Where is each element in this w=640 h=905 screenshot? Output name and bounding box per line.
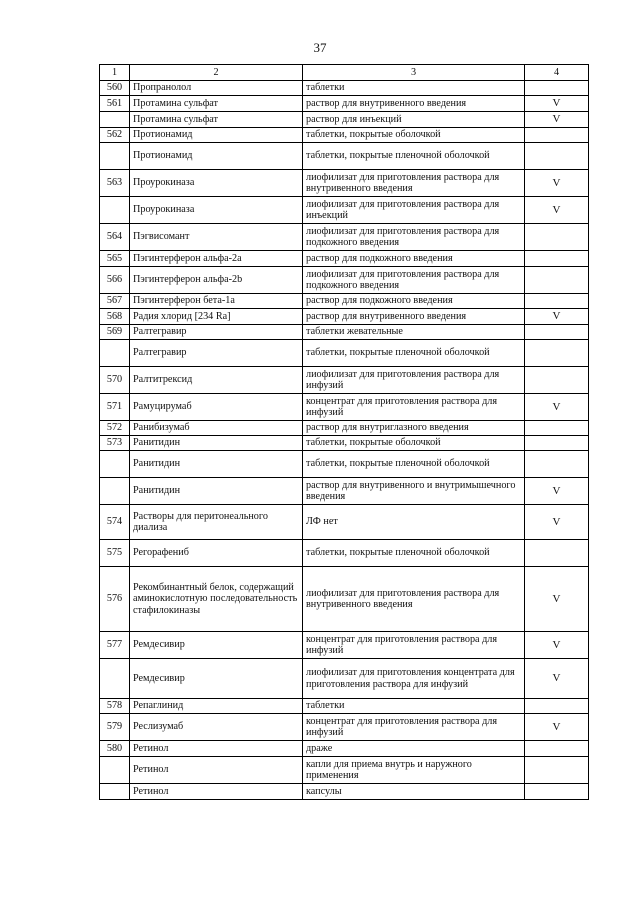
row-number: 576 — [100, 567, 130, 632]
mark — [525, 128, 589, 143]
row-number: 565 — [100, 251, 130, 267]
dosage-form: концентрат для приготовления раствора для инфузий — [303, 632, 525, 659]
drug-name: Ремдесивир — [130, 632, 303, 659]
table-row — [100, 325, 589, 340]
dosage-form: раствор для внутривенного введения — [303, 96, 525, 112]
dosage-form: лиофилизат для приготовления раствора для внутривенного введения — [303, 170, 525, 197]
mark: V — [525, 714, 589, 741]
dosage-form: таблетки, покрытые пленочной оболочкой — [303, 340, 525, 367]
table-row — [100, 741, 589, 757]
dosage-form: таблетки жевательные — [303, 325, 525, 340]
mark: V — [525, 567, 589, 632]
table-row — [100, 478, 589, 505]
mark — [525, 224, 589, 251]
mark — [525, 784, 589, 800]
drug-name: Ретинол — [130, 784, 303, 800]
table-row — [100, 567, 589, 632]
row-number: 580 — [100, 741, 130, 757]
table-row — [100, 505, 589, 540]
table-row — [100, 224, 589, 251]
mark: V — [525, 659, 589, 699]
mark: V — [525, 96, 589, 112]
row-number: 566 — [100, 267, 130, 294]
drug-name: Репаглинид — [130, 699, 303, 714]
dosage-form: раствор для внутриглазного введения — [303, 421, 525, 436]
table-row — [100, 112, 589, 128]
dosage-form: таблетки, покрытые пленочной оболочкой — [303, 143, 525, 170]
drug-name: Ранибизумаб — [130, 421, 303, 436]
drug-name: Ралтитрексид — [130, 367, 303, 394]
mark — [525, 143, 589, 170]
row-number: 560 — [100, 81, 130, 96]
table-row — [100, 540, 589, 567]
dosage-form: капсулы — [303, 784, 525, 800]
table-row — [100, 294, 589, 309]
drug-name: Ранитидин — [130, 451, 303, 478]
dosage-form: лиофилизат для приготовления раствора для инфузий — [303, 367, 525, 394]
table-row — [100, 659, 589, 699]
dosage-form: концентрат для приготовления раствора для инфузий — [303, 714, 525, 741]
dosage-form: лиофилизат для приготовления раствора для подкожного введения — [303, 267, 525, 294]
row-number: 575 — [100, 540, 130, 567]
dosage-form: таблетки, покрытые оболочкой — [303, 436, 525, 451]
dosage-form: таблетки, покрытые пленочной оболочкой — [303, 451, 525, 478]
mark — [525, 436, 589, 451]
drug-name: Ретинол — [130, 757, 303, 784]
row-number: 577 — [100, 632, 130, 659]
row-number — [100, 451, 130, 478]
drug-name: Протионамид — [130, 143, 303, 170]
table-row — [100, 96, 589, 112]
drug-name: Ранитидин — [130, 436, 303, 451]
row-number: 573 — [100, 436, 130, 451]
dosage-form: лиофилизат для приготовления раствора для внутривенного введения — [303, 567, 525, 632]
table-row — [100, 197, 589, 224]
row-number: 563 — [100, 170, 130, 197]
mark — [525, 757, 589, 784]
mark — [525, 699, 589, 714]
mark: V — [525, 197, 589, 224]
drug-table — [99, 64, 589, 800]
drug-name: Пэгвисомант — [130, 224, 303, 251]
column-header-2: 2 — [130, 65, 303, 81]
header-row — [100, 65, 589, 81]
mark: V — [525, 170, 589, 197]
drug-name: Ралтегравир — [130, 340, 303, 367]
row-number: 572 — [100, 421, 130, 436]
table-row — [100, 309, 589, 325]
drug-name: Реслизумаб — [130, 714, 303, 741]
dosage-form: ЛФ нет — [303, 505, 525, 540]
table-row — [100, 699, 589, 714]
mark — [525, 81, 589, 96]
row-number: 571 — [100, 394, 130, 421]
table-row — [100, 367, 589, 394]
table-row — [100, 251, 589, 267]
row-number — [100, 757, 130, 784]
mark — [525, 421, 589, 436]
drug-name: Протионамид — [130, 128, 303, 143]
mark: V — [525, 632, 589, 659]
drug-name: Проурокиназа — [130, 170, 303, 197]
drug-name: Пропранолол — [130, 81, 303, 96]
dosage-form: драже — [303, 741, 525, 757]
row-number: 564 — [100, 224, 130, 251]
drug-name: Радия хлорид [234 Ra] — [130, 309, 303, 325]
dosage-form: таблетки, покрытые пленочной оболочкой — [303, 540, 525, 567]
dosage-form: лиофилизат для приготовления концентрата для приготовления раствора для инфузий — [303, 659, 525, 699]
table-row — [100, 267, 589, 294]
mark: V — [525, 309, 589, 325]
dosage-form: лиофилизат для приготовления раствора для инъекций — [303, 197, 525, 224]
row-number — [100, 143, 130, 170]
row-number: 574 — [100, 505, 130, 540]
mark — [525, 367, 589, 394]
row-number — [100, 197, 130, 224]
mark: V — [525, 478, 589, 505]
dosage-form: раствор для внутривенного и внутримышечного введения — [303, 478, 525, 505]
row-number: 562 — [100, 128, 130, 143]
column-header-3: 3 — [303, 65, 525, 81]
drug-name: Пэгинтерферон бета-1а — [130, 294, 303, 309]
column-header-1: 1 — [100, 65, 130, 81]
dosage-form: раствор для инъекций — [303, 112, 525, 128]
row-number — [100, 784, 130, 800]
drug-name: Протамина сульфат — [130, 96, 303, 112]
table-row — [100, 128, 589, 143]
dosage-form: таблетки — [303, 81, 525, 96]
row-number: 570 — [100, 367, 130, 394]
mark: V — [525, 112, 589, 128]
mark — [525, 294, 589, 309]
table-row — [100, 714, 589, 741]
table-row — [100, 81, 589, 96]
table-row — [100, 143, 589, 170]
row-number: 579 — [100, 714, 130, 741]
row-number: 569 — [100, 325, 130, 340]
mark — [525, 451, 589, 478]
row-number — [100, 659, 130, 699]
table-row — [100, 436, 589, 451]
column-header-4: 4 — [525, 65, 589, 81]
mark — [525, 540, 589, 567]
table-row — [100, 394, 589, 421]
drug-name: Пэгинтерферон альфа-2а — [130, 251, 303, 267]
mark — [525, 267, 589, 294]
page-number: 37 — [313, 40, 327, 55]
drug-name: Ранитидин — [130, 478, 303, 505]
drug-name: Протамина сульфат — [130, 112, 303, 128]
mark — [525, 325, 589, 340]
drug-name: Ремдесивир — [130, 659, 303, 699]
row-number: 578 — [100, 699, 130, 714]
row-number — [100, 478, 130, 505]
drug-name: Растворы для перитонеального диализа — [130, 505, 303, 540]
mark: V — [525, 394, 589, 421]
table-row — [100, 451, 589, 478]
mark: V — [525, 505, 589, 540]
drug-name: Рамуцирумаб — [130, 394, 303, 421]
row-number: 561 — [100, 96, 130, 112]
drug-name: Регорафениб — [130, 540, 303, 567]
drug-name: Пэгинтерферон альфа-2b — [130, 267, 303, 294]
table-row — [100, 757, 589, 784]
table-row — [100, 784, 589, 800]
table-row — [100, 170, 589, 197]
dosage-form: таблетки — [303, 699, 525, 714]
dosage-form: раствор для подкожного введения — [303, 251, 525, 267]
mark — [525, 340, 589, 367]
table-row — [100, 632, 589, 659]
drug-name: Ретинол — [130, 741, 303, 757]
table-row — [100, 421, 589, 436]
dosage-form: лиофилизат для приготовления раствора для подкожного введения — [303, 224, 525, 251]
drug-name: Проурокиназа — [130, 197, 303, 224]
row-number — [100, 340, 130, 367]
row-number: 567 — [100, 294, 130, 309]
dosage-form: раствор для внутривенного введения — [303, 309, 525, 325]
table-row — [100, 340, 589, 367]
drug-name: Рекомбинантный белок, содержащий аминокислотную последовательность стафилокиназы — [130, 567, 303, 632]
mark — [525, 741, 589, 757]
dosage-form: таблетки, покрытые оболочкой — [303, 128, 525, 143]
mark — [525, 251, 589, 267]
table-body — [100, 81, 589, 800]
dosage-form: раствор для подкожного введения — [303, 294, 525, 309]
dosage-form: капли для приема внутрь и наружного применения — [303, 757, 525, 784]
row-number: 568 — [100, 309, 130, 325]
drug-name: Ралтегравир — [130, 325, 303, 340]
row-number — [100, 112, 130, 128]
dosage-form: концентрат для приготовления раствора для инфузий — [303, 394, 525, 421]
